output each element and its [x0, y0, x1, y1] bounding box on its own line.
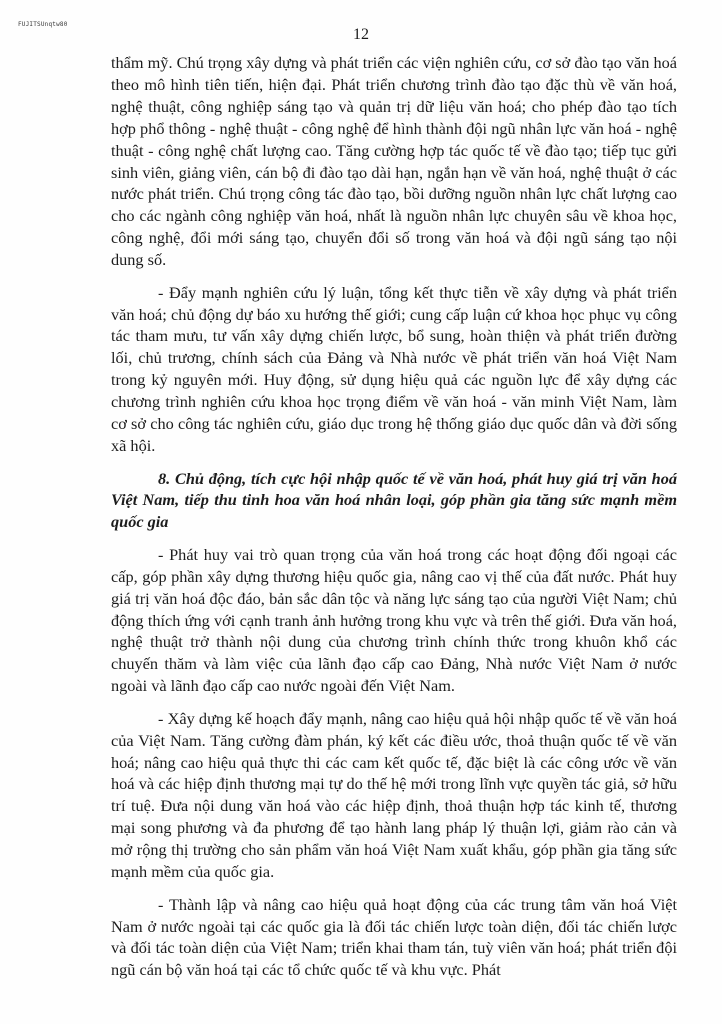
section-heading-8: 8. Chủ động, tích cực hội nhập quốc tế về văn hoá, phát huy giá trị văn hoá Việt Nam, tiếp thu tinh hoa văn hoá nhân loại, góp phần gia tăng sức mạnh mềm quốc gia: [111, 468, 677, 532]
document-body: [111, 52, 677, 992]
paragraph-foreign-affairs: - Phát huy vai trò quan trọng của văn hoá trong các hoạt động đối ngoại các cấp, góp phần xây dựng thương hiệu quốc gia, nâng cao vị thế của đất nước. Phát huy giá trị văn hoá độc đáo, bản sắc dân tộc và năng lực sáng tạo của người Việt Nam; chủ động thích ứng với cạnh tranh ảnh hưởng trong khu vực và trên thế giới. Đưa văn hoá, nghệ thuật trở thành nội dung của chương trình chính thức trong khuôn khổ các chuyến thăm và làm việc của lãnh đạo cấp cao Đảng, Nhà nước Việt Nam ở nước ngoài và lãnh đạo cấp cao nước ngoài đến Việt Nam.: [111, 544, 677, 696]
paragraph-cultural-centers: - Thành lập và nâng cao hiệu quả hoạt động của các trung tâm văn hoá Việt Nam ở nước ngoài tại các quốc gia là đối tác chiến lược toàn diện, đối tác chiến lược và đối tác toàn diện của Việt Nam; triển khai tham tán, tuỳ viên văn hoá; phát triển đội ngũ cán bộ văn hoá tại các tổ chức quốc tế và khu vực. Phát: [111, 894, 677, 980]
paragraph-research: - Đẩy mạnh nghiên cứu lý luận, tổng kết thực tiễn về xây dựng và phát triển văn hoá; chủ động dự báo xu hướng thế giới; cung cấp luận cứ khoa học phục vụ công tác tham mưu, tư vấn xây dựng chiến lược, bổ sung, hoàn thiện và phát triển đường lối, chủ trương, chính sách của Đảng và Nhà nước về phát triển văn hoá Việt Nam trong kỷ nguyên mới. Huy động, sử dụng hiệu quả các nguồn lực để xây dựng các chương trình nghiên cứu khoa học trọng điểm về văn hoá - văn minh Việt Nam, làm cơ sở cho công tác nghiên cứu, giáo dục trong hệ thống giáo dục quốc dân và đời sống xã hội.: [111, 282, 677, 455]
page-number: 12: [353, 26, 369, 43]
paragraph-integration-plan: - Xây dựng kế hoạch đẩy mạnh, nâng cao hiệu quả hội nhập quốc tế về văn hoá của Việt Nam. Tăng cường đàm phán, ký kết các điều ước, thoả thuận quốc tế về văn hoá; nâng cao hiệu quả thực thi các cam kết quốc tế, đặc biệt là các công ước về văn hoá và các hiệp định thương mại tự do thế hệ mới trong lĩnh vực quyền tác giả, sở hữu trí tuệ. Đưa nội dung văn hoá vào các hiệp định, thoả thuận hợp tác kinh tế, thương mại song phương và đa phương để tạo hành lang pháp lý thuận lợi, giảm rào cản và mở rộng thị trường cho sản phẩm văn hoá Việt Nam xuất khẩu, góp phần gia tăng sức mạnh mềm của quốc gia.: [111, 708, 677, 882]
scan-id-label: FUJITSUnqtw80: [18, 21, 68, 28]
paragraph-continued: thẩm mỹ. Chú trọng xây dựng và phát triển các viện nghiên cứu, cơ sở đào tạo văn hoá theo mô hình tiên tiến, hiện đại. Phát triển chương trình đào tạo đặc thù về văn hoá, nghệ thuật, công nghiệp sáng tạo và quản trị dữ liệu văn hoá; cho phép đào tạo tích hợp phổ thông - nghệ thuật - công nghệ để hình thành đội ngũ nhân lực văn hoá - nghệ thuật - công nghệ chất lượng cao. Tăng cường hợp tác quốc tế về đào tạo; tiếp tục gửi sinh viên, giảng viên, cán bộ đi đào tạo dài hạn, ngắn hạn về văn hoá, nghệ thuật ở các nước phát triển. Chú trọng công tác đào tạo, bồi dưỡng nguồn nhân lực chất lượng cao cho các ngành công nghiệp văn hoá, nhất là nguồn nhân lực chuyên sâu về khoa học, công nghệ, đổi mới sáng tạo, chuyển đổi số trong văn hoá và đội ngũ sáng tạo nội dung số.: [111, 53, 677, 270]
